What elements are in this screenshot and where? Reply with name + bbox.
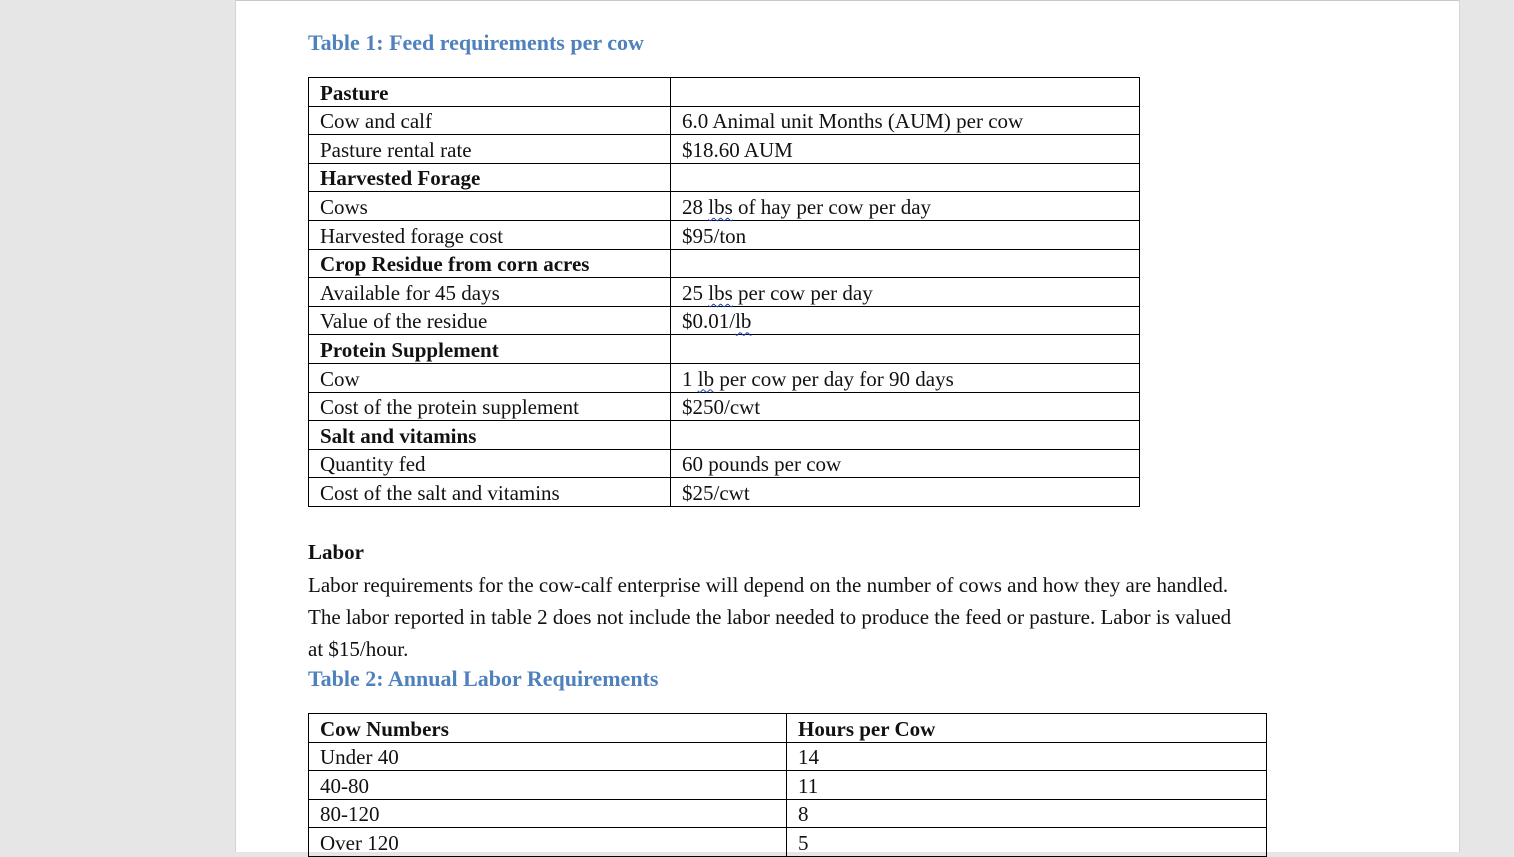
- item-label-cell: Cow and calf: [309, 106, 671, 135]
- table-row: [309, 220, 1140, 249]
- table-row: [309, 192, 1140, 221]
- spellcheck-flagged-word: lbs: [708, 280, 733, 305]
- table-section-row: [309, 163, 1140, 192]
- spellcheck-flagged-word: lb: [735, 309, 752, 334]
- labor-heading: Labor: [308, 540, 365, 564]
- item-value-cell: [671, 192, 1140, 221]
- feed-requirements-table: [308, 77, 1140, 507]
- table-row: [309, 278, 1140, 307]
- cow-numbers-cell: 80-120: [309, 799, 787, 828]
- value-text: 1: [682, 366, 698, 391]
- section-header-cell: Salt and vitamins: [309, 421, 671, 450]
- item-label-cell: Value of the residue: [309, 306, 671, 335]
- hours-per-cow-cell: 5: [787, 828, 1267, 857]
- value-text: per cow per day for 90 days: [714, 366, 954, 391]
- item-value-cell: $25/cwt: [671, 478, 1140, 507]
- item-value-cell: 60 pounds per cow: [671, 449, 1140, 478]
- item-value-cell: [671, 335, 1140, 364]
- value-text: per cow per day: [732, 280, 873, 305]
- item-value-cell: $250/cwt: [671, 392, 1140, 421]
- value-text: 28: [682, 194, 709, 219]
- section-header-cell: Harvested Forage: [309, 163, 671, 192]
- table-row: [309, 828, 1267, 857]
- item-label-cell: Pasture rental rate: [309, 135, 671, 164]
- item-value-cell: [671, 306, 1140, 335]
- item-label-cell: Cows: [309, 192, 671, 221]
- item-label-cell: Cost of the protein supplement: [309, 392, 671, 421]
- item-value-cell: [671, 78, 1140, 107]
- table-row: [309, 363, 1140, 392]
- item-label-cell: Quantity fed: [309, 449, 671, 478]
- labor-paragraph-line: The labor reported in table 2 does not include the labor needed to produce the feed or pasture. Labor is valued: [308, 605, 1232, 629]
- table-row: [309, 449, 1140, 478]
- item-value-cell: [671, 278, 1140, 307]
- item-label-cell: Cow: [309, 363, 671, 392]
- document-page: [235, 0, 1460, 855]
- table-section-row: [309, 249, 1140, 278]
- value-text: of hay per cow per day: [732, 194, 932, 219]
- table-section-row: [309, 335, 1140, 364]
- table-row: [309, 742, 1267, 771]
- item-value-cell: [671, 163, 1140, 192]
- section-header-cell: Pasture: [309, 78, 671, 107]
- table1-caption: Table 1: Feed requirements per cow: [308, 30, 644, 55]
- table-row: [309, 478, 1140, 507]
- item-label-cell: Harvested forage cost: [309, 220, 671, 249]
- column-header-cow-numbers: Cow Numbers: [309, 714, 787, 743]
- item-label-cell: Available for 45 days: [309, 278, 671, 307]
- cow-numbers-cell: 40-80: [309, 771, 787, 800]
- value-text: $0.01/: [682, 309, 736, 334]
- labor-paragraph-line: Labor requirements for the cow-calf enterprise will depend on the number of cows and how they are handled.: [308, 573, 1229, 597]
- hours-per-cow-cell: 14: [787, 742, 1267, 771]
- cow-numbers-cell: Under 40: [309, 742, 787, 771]
- page-top-edge: [236, 0, 1459, 1]
- item-value-cell: 6.0 Animal unit Months (AUM) per cow: [671, 106, 1140, 135]
- cow-numbers-cell: Over 120: [309, 828, 787, 857]
- table-row: [309, 106, 1140, 135]
- table-section-row: [309, 421, 1140, 450]
- item-value-cell: $95/ton: [671, 220, 1140, 249]
- spellcheck-flagged-word: lb: [697, 366, 715, 391]
- table-row: [309, 392, 1140, 421]
- hours-per-cow-cell: 8: [787, 799, 1267, 828]
- spellcheck-flagged-word: lbs: [708, 194, 733, 219]
- section-header-cell: Crop Residue from corn acres: [309, 249, 671, 278]
- table-section-row: [309, 78, 1140, 107]
- value-text: 25: [682, 280, 709, 305]
- item-value-cell: [671, 363, 1140, 392]
- labor-requirements-table: [308, 713, 1267, 857]
- item-value-cell: [671, 421, 1140, 450]
- table-header-row: [309, 714, 1267, 743]
- labor-paragraph-line: at $15/hour.: [308, 637, 409, 661]
- table-row: [309, 799, 1267, 828]
- hours-per-cow-cell: 11: [787, 771, 1267, 800]
- table2-caption: Table 2: Annual Labor Requirements: [308, 666, 659, 691]
- table-row: [309, 135, 1140, 164]
- item-label-cell: Cost of the salt and vitamins: [309, 478, 671, 507]
- labor-paragraph: [308, 569, 1378, 665]
- table-row: [309, 771, 1267, 800]
- item-value-cell: $18.60 AUM: [671, 135, 1140, 164]
- column-header-hours-per-cow: Hours per Cow: [787, 714, 1267, 743]
- section-header-cell: Protein Supplement: [309, 335, 671, 364]
- item-value-cell: [671, 249, 1140, 278]
- table-row: [309, 306, 1140, 335]
